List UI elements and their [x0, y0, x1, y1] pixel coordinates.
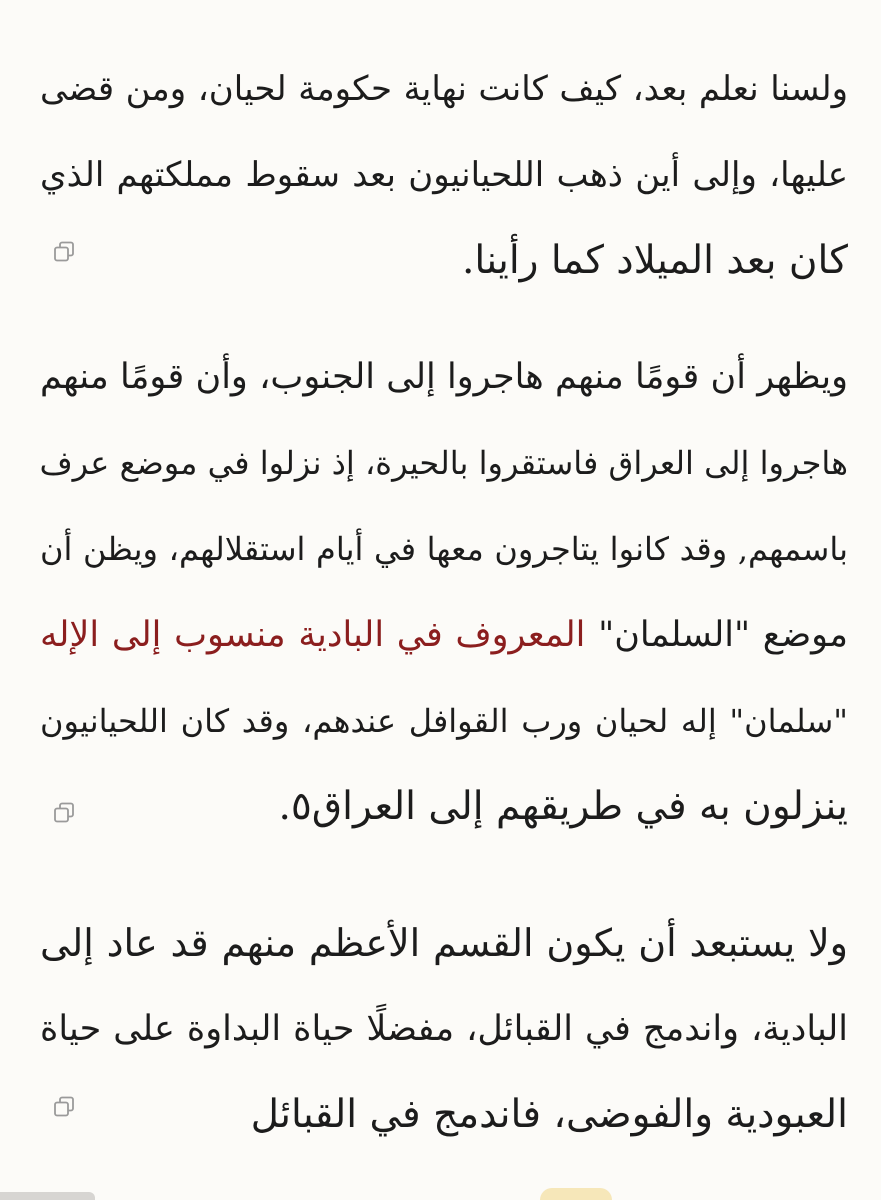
paragraph-line: ولا يستبعد أن يكون القسم الأعظم منهم قد عاد إلى [40, 921, 848, 965]
paragraph-line: باسمهم, وقد كانوا يتاجرون معها في أيام استقلالهم، ويظن أن [40, 530, 848, 568]
paragraph-2 [40, 334, 848, 850]
copy-icon[interactable] [52, 802, 78, 824]
paragraph-line: كان بعد الميلاد كما رأينا. [461, 238, 848, 283]
paragraph-line: عليها، وإلى أين ذهب اللحيانيون بعد سقوط مملكتهم الذي [40, 155, 848, 195]
bottom-scroll-indicator [0, 1192, 95, 1200]
paragraph-line: "سلمان" إله لحيان ورب القوافل عندهم، وقد كان اللحيانيون [40, 702, 848, 740]
paragraph-line: ويظهر أن قومًا منهم هاجروا إلى الجنوب، وأن قومًا منهم [40, 357, 848, 397]
line-text: موضع "السلمان" [598, 615, 848, 655]
copy-icon[interactable] [52, 241, 78, 263]
copy-icon[interactable] [52, 1096, 78, 1118]
paragraph-line: ينزلون به في طريقهم إلى العراق٥. [278, 784, 848, 829]
paragraph-line: ولسنا نعلم بعد، كيف كانت نهاية حكومة لحيان، ومن قضى [40, 69, 848, 109]
paragraph-line-highlighted [40, 592, 848, 678]
paragraph-line: العبودية والفوضى، فاندمج في القبائل [250, 1092, 848, 1137]
highlighted-text: المعروف في البادية منسوب إلى الإله [40, 615, 586, 655]
bottom-highlight-tab [540, 1188, 612, 1200]
paragraph-3 [40, 900, 848, 1158]
paragraph-1 [40, 46, 848, 304]
paragraph-line: البادية، واندمج في القبائل، مفضلًا حياة البداوة على حياة [40, 1009, 848, 1049]
paragraph-line: هاجروا إلى العراق فاستقروا بالحيرة، إذ نزلوا في موضع عرف [39, 444, 848, 482]
